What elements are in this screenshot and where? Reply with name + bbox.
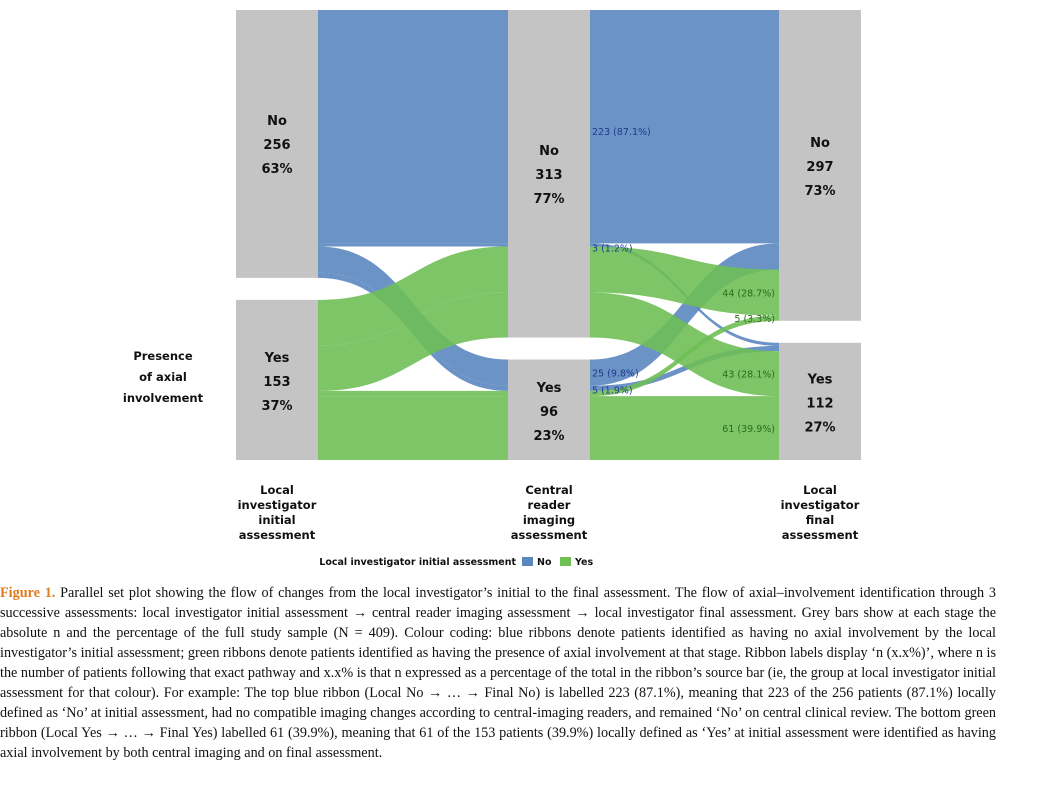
ribbon-label: 223 (87.1%) xyxy=(592,127,651,138)
bar-category-label: No xyxy=(539,144,559,159)
caption-text: Parallel set plot showing the flow of changes from the local investigator’s initial to the final assessment. The flow of axial–involvement identification through 3 successive assessments: local investigator initial assessment → central reader imaging assessment → local investigator final assessment. Grey bars show at each stage the absolute n and the percentage of the full study sample (N = 409). Colour coding: blue ribbons denote patients identified as having no axial involvement by the local investigator’s initial assessment; green ribbons denote patients identified as having the presence of axial involvement at that stage. Ribbon labels display ‘n (x.x%)’, where n is the number of patients following that exact pathway and x.x% is that n expressed as a percentage of the total in the ribbon’s source bar (ie, the group at local investigator initial assessment for that colour). For example: The top blue ribbon (Local No → … → Final No) is labelled 223 (87.1%), meaning that 223 of the 256 patients (87.1%) locally defined as ‘No’ at initial assessment, had no compatible imaging changes according to central-imaging readers, and remained ‘No’ on central clinical review. The bottom green ribbon (Local Yes → … → Final Yes) labelled 61 (39.9%), meaning that 61 of the 153 patients (39.9%) locally defined as ‘Yes’ at initial assessment were identified as having axial involvement by both central imaging and on final assessment. xyxy=(0,585,996,761)
ribbon-label: 3 (1.2%) xyxy=(592,243,633,255)
flow-ribbon-no-no-no-seg1 xyxy=(318,10,508,243)
bar-count-label: 297 xyxy=(806,160,834,175)
stage-name-label: investigator xyxy=(237,498,317,512)
figure-caption xyxy=(0,583,996,763)
bar-count-label: 153 xyxy=(263,374,291,390)
ribbon-label: 5 (1.9%) xyxy=(592,385,633,397)
legend-swatch-yes xyxy=(560,557,571,566)
bar-category-label: Yes xyxy=(807,372,833,388)
bar-category-label: Yes xyxy=(264,350,290,366)
legend-item-label: Yes xyxy=(575,557,594,568)
flow-ribbon-yes-yes-no-seg1 xyxy=(318,391,508,396)
ribbon-label: 43 (28.1%) xyxy=(722,369,775,381)
bar-percent-label: 27% xyxy=(804,420,836,436)
stage-name-label: reader xyxy=(527,498,571,512)
stage-name-label: assessment xyxy=(781,528,859,542)
bar-percent-label: 63% xyxy=(261,162,293,177)
bar-category-label: No xyxy=(810,136,830,151)
stage-name-label: assessment xyxy=(238,528,316,542)
stage-name-label: investigator xyxy=(780,498,860,512)
ribbon-label: 61 (39.9%) xyxy=(722,424,775,436)
bar-percent-label: 77% xyxy=(533,192,565,207)
bar-percent-label: 37% xyxy=(261,398,293,414)
bar-count-label: 96 xyxy=(539,404,559,420)
bar-count-label: 313 xyxy=(535,168,563,183)
flow-ribbon-no-no-yes-seg1 xyxy=(318,243,508,246)
flow-ribbon-yes-yes-yes-seg1 xyxy=(318,396,508,460)
stage-name-label: imaging xyxy=(522,513,576,527)
stage-name-label: initial xyxy=(258,513,296,527)
figure-label: Figure 1. xyxy=(0,585,56,601)
bar-category-label: Yes xyxy=(536,380,562,396)
ribbon-label: 5 (3.3%) xyxy=(734,314,775,326)
bar-percent-label: 23% xyxy=(533,428,565,444)
stage-name-label: Local xyxy=(803,483,837,497)
legend-item-label: No xyxy=(537,557,552,568)
row-label: Presence xyxy=(133,349,193,363)
bar-category-label: No xyxy=(267,114,287,129)
stage-name-label: Local xyxy=(260,483,294,497)
ribbon-label: 44 (28.7%) xyxy=(722,288,775,300)
stage-name-label: assessment xyxy=(510,528,588,542)
ribbon-label: 25 (9.8%) xyxy=(592,368,639,380)
bar-count-label: 112 xyxy=(806,396,834,412)
bar-percent-label: 73% xyxy=(804,184,836,199)
row-label: involvement xyxy=(122,391,204,405)
row-label: of axial xyxy=(139,370,187,384)
stage-name-label: final xyxy=(805,513,835,527)
legend-title: Local investigator initial assessment xyxy=(319,557,516,568)
stage-name-label: Central xyxy=(525,483,573,497)
legend-swatch-no xyxy=(522,557,533,566)
bar-count-label: 256 xyxy=(263,138,291,153)
